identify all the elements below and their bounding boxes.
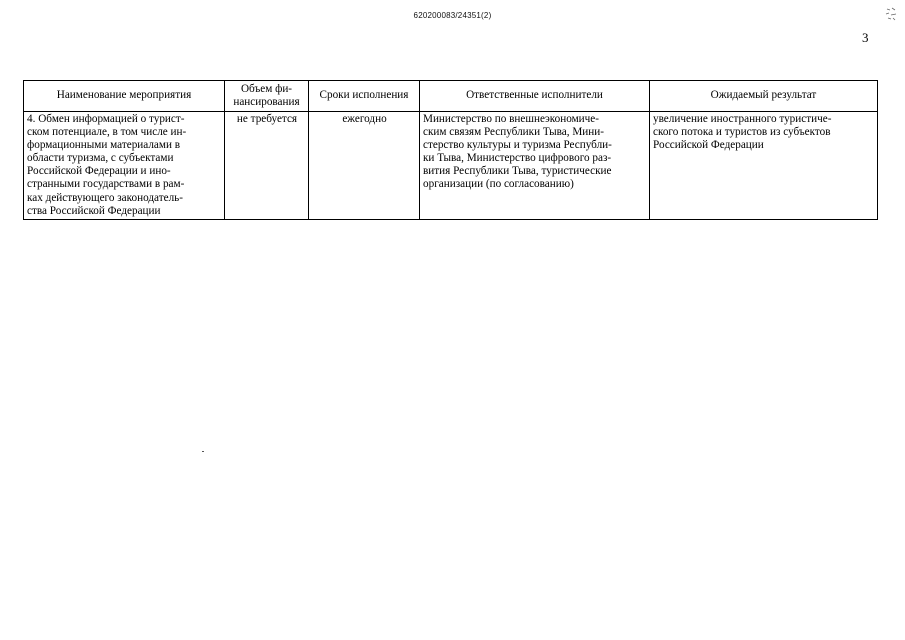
executors-line: Министерство по внешнеэкономиче- bbox=[423, 113, 599, 125]
executors-line: ки Тыва, Министерство цифрового раз- bbox=[423, 152, 612, 165]
event-name-line: Российской Федерации и ино- bbox=[27, 165, 171, 178]
table-row bbox=[24, 112, 878, 220]
event-name-line: 4. Обмен информацией о турист- bbox=[27, 113, 185, 125]
cell-result bbox=[650, 112, 878, 220]
result-line: ского потока и туристов из субъектов bbox=[653, 126, 831, 139]
header-event-name: Наименование мероприятия bbox=[24, 81, 225, 112]
executors-line: вития Республики Тыва, туристические bbox=[423, 165, 612, 178]
event-name-line: ства Российской Федерации bbox=[27, 204, 161, 217]
cell-event-name bbox=[24, 112, 225, 220]
header-result: Ожидаемый результат bbox=[650, 81, 878, 112]
header-funding bbox=[225, 81, 309, 112]
header-funding-line: нансирования bbox=[233, 96, 300, 108]
header-funding-line: Объем фи- bbox=[240, 82, 293, 95]
result-line: увеличение иностранного туристиче- bbox=[653, 113, 832, 125]
event-name-line: области туризма, с субъектами bbox=[27, 152, 174, 165]
scan-mark-icon bbox=[884, 6, 898, 22]
table-header-row bbox=[24, 81, 878, 112]
header-executors: Ответственные исполнители bbox=[420, 81, 650, 112]
page-number: 3 bbox=[862, 30, 869, 45]
event-name-line: странными государствами в рам- bbox=[27, 178, 185, 191]
executors-line: стерство культуры и туризма Республи- bbox=[423, 139, 612, 152]
scan-speck bbox=[202, 451, 204, 452]
result-line: Российской Федерации bbox=[653, 139, 764, 152]
cell-executors bbox=[420, 112, 650, 220]
executors-line: организации (по согласованию) bbox=[423, 178, 574, 191]
document-id: 620200083/24351(2) bbox=[413, 11, 492, 20]
event-name-line: ках действующего законодатель- bbox=[27, 191, 183, 204]
event-name-line: ском потенциале, в том числе ин- bbox=[27, 126, 187, 139]
cell-funding: не требуется bbox=[225, 112, 309, 220]
activity-plan-table bbox=[23, 80, 878, 220]
event-name-line: формационными материалами в bbox=[27, 139, 181, 152]
header-deadlines: Сроки исполнения bbox=[309, 81, 420, 112]
cell-deadlines: ежегодно bbox=[309, 112, 420, 220]
executors-line: ским связям Республики Тыва, Мини- bbox=[423, 126, 604, 139]
